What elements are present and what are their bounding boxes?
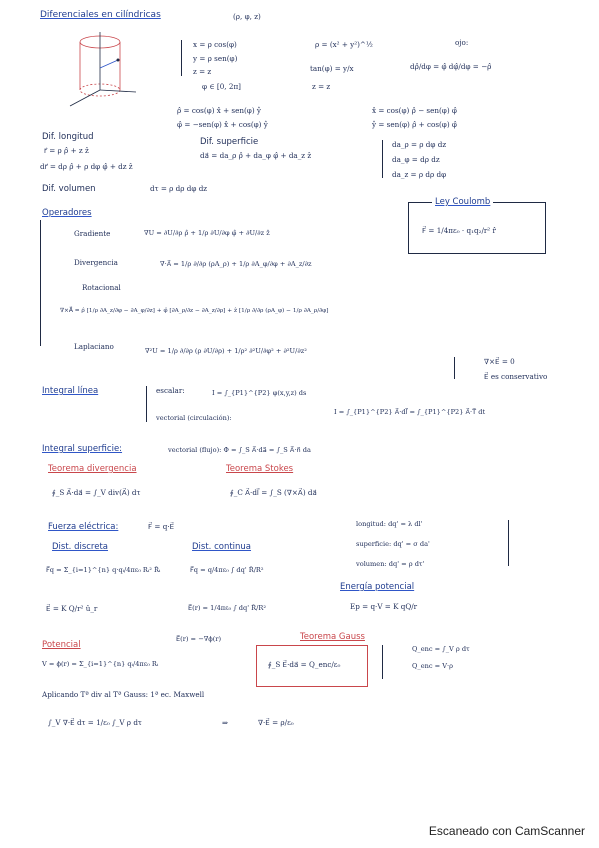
r-vector: r⃗ = ρ ρ̂ + z ẑ — [44, 146, 89, 155]
teorema-divergencia-label: Teorema divergencia — [48, 464, 137, 474]
gauss-formula: ∮_S E⃗·da⃗ = Q_enc/ε₀ — [268, 660, 341, 669]
potencial-formula: V = ϕ(r) = Σ_{i=1}^{n} qᵢ/4πε₀ Rᵢ — [42, 660, 159, 668]
unit-x: x̂ = cos(φ) ρ̂ − sen(φ) φ̂ — [372, 106, 457, 115]
integral-superficie-label: Integral superficie: — [42, 444, 123, 454]
maxwell-local: ∇·E⃗ = ρ/ε₀ — [258, 718, 294, 727]
dif-superficie-label: Dif. superficie — [200, 137, 259, 147]
operadores-bracket — [40, 220, 41, 346]
campo-continuo: E⃗(r) = 1/4πε₀ ∫ dq' R̂/R² — [188, 604, 266, 612]
longitud-q: longitud: dq' = λ dl' — [356, 520, 423, 528]
fq-continua: F⃗q = q/4πε₀ ∫ dq' R̂/R² — [190, 566, 264, 574]
rotacional-label: Rotacional — [82, 283, 121, 292]
fq-discreta: F⃗q = Σ_{i=1}^{n} q·qᵢ/4πε₀ Rᵢ² R̂ᵢ — [46, 566, 161, 574]
q-enc-1: Q_enc = ∫_V ρ dτ — [412, 645, 470, 653]
dr-vector: dr⃗ = dρ ρ̂ + ρ dφ φ̂ + dz ẑ — [40, 162, 133, 171]
tan-def: tan(φ) = y/x — [310, 64, 354, 73]
divergencia-label: Divergencia — [74, 258, 118, 267]
gradiente-label: Gradiente — [74, 229, 111, 238]
energia-formula: Ep = q·V = K qQ/r — [350, 602, 418, 611]
teorema-divergencia-formula: ∮_S A⃗·da⃗ = ∫_V div(A⃗) dτ — [52, 488, 141, 497]
maxwell-integral: ∫_V ∇·E⃗ dτ = 1/ε₀ ∫_V ρ dτ — [48, 718, 142, 727]
brace — [508, 520, 509, 566]
operadores-label: Operadores — [42, 208, 92, 218]
teorema-stokes-formula: ∮_C A⃗·dl⃗ = ∫_S (∇×A⃗) da⃗ — [230, 488, 317, 497]
rho-def: ρ = (x² + y²)^½ — [315, 40, 373, 49]
teorema-stokes-label: Teorema Stokes — [226, 464, 294, 474]
fuerza-label: Fuerza eléctrica: — [48, 522, 119, 532]
da-phi: da_φ = dρ dz — [392, 155, 440, 164]
vectorial-label: vectorial (circulación): — [156, 414, 232, 422]
brace — [181, 40, 182, 76]
unit-y: ŷ = sen(φ) ρ̂ + cos(φ) φ̂ — [372, 120, 457, 129]
integral-linea-label: Integral línea — [42, 386, 99, 396]
scanner-watermark: Escaneado con CamScanner — [428, 824, 585, 838]
brace — [146, 386, 147, 422]
phi-range: φ ∈ [0, 2π] — [202, 82, 241, 91]
coords-z: z = z — [193, 67, 212, 76]
potencial-rel: E⃗(r) = −∇ϕ(r) — [176, 635, 222, 643]
z-def: z = z — [312, 82, 331, 91]
ojo-label: ojo: — [455, 38, 469, 47]
dv-formula: dτ = ρ dρ dφ dz — [150, 184, 208, 193]
escalar-formula: I = ∫_{P1}^{P2} φ(x,y,z) ds — [212, 389, 307, 397]
fuerza-formula: F⃗ = q·E⃗ — [148, 522, 175, 531]
brace — [382, 645, 383, 679]
maxwell-arrow: ⇒ — [222, 718, 229, 727]
ley-coulomb-formula: F⃗ = 1/4πε₀ · q₁q₂/r² r̂ — [422, 226, 496, 235]
conservativo-1: ∇×E⃗ = 0 — [484, 357, 515, 366]
dif-longitud-label: Dif. longitud — [42, 132, 94, 142]
da-z: da_z = ρ dρ dφ — [392, 170, 447, 179]
laplaciano-formula: ∇²U = 1/ρ ∂/∂ρ (ρ ∂U/∂ρ) + 1/ρ² ∂²U/∂φ² + ∂²U/∂z² — [145, 347, 307, 355]
coords-y: y = ρ sen(φ) — [193, 54, 238, 63]
escalar-label: escalar: — [156, 386, 185, 395]
integral-superficie-formula: vectorial (flujo): Φ = ∫_S A⃗·da⃗ = ∫_S A⃗·n⃗ da — [168, 446, 311, 454]
dist-discreta-label: Dist. discreta — [52, 542, 109, 552]
gauss-label: Teorema Gauss — [300, 632, 365, 642]
maxwell-label: Aplicando Tª div al Tª Gauss: 1ª ec. Maxwell — [42, 690, 205, 699]
divergencia-formula: ∇·A⃗ = 1/ρ ∂/∂ρ (ρA_ρ) + 1/ρ ∂A_φ/∂φ + ∂A_z/∂z — [160, 260, 312, 268]
rotacional-formula: ∇×A⃗ = ρ̂ [1/ρ ∂A_z/∂φ − ∂A_φ/∂z] + φ̂ [∂A_ρ/∂z − ∂A_z/∂ρ] + ẑ [1/ρ ∂/∂ρ (ρA_φ) − 1/ρ ∂A_ρ/∂φ] — [60, 308, 329, 314]
title-coords: (ρ, φ, z) — [233, 12, 261, 21]
ley-coulomb-label: Ley Coulomb — [432, 197, 493, 207]
ojo-formula: dρ̂/dφ = φ̂ dφ̂/dφ = −ρ̂ — [410, 62, 492, 71]
brace — [454, 357, 455, 379]
cylinder-diagram — [62, 30, 142, 110]
vectorial-formula: I = ∫_{P1}^{P2} A⃗·dl⃗ = ∫_{P1}^{P2} A⃗·T⃗ dt — [334, 408, 486, 416]
da-rho: da_ρ = ρ dφ dz — [392, 140, 447, 149]
dist-continua-label: Dist. continua — [192, 542, 252, 552]
unit-rho: ρ̂ = cos(φ) x̂ + sen(φ) ŷ — [177, 106, 261, 115]
campo-puntual: E⃗ = K Q/r² û_r — [46, 604, 98, 613]
da-vector: da⃗ = da_ρ ρ̂ + da_φ φ̂ + da_z ẑ — [200, 151, 312, 160]
conservativo-2: E⃗ es conservativo — [484, 372, 548, 381]
unit-phi: φ̂ = −sen(φ) x̂ + cos(φ) ŷ — [177, 120, 268, 129]
gradiente-formula: ∇U = ∂U/∂ρ ρ̂ + 1/ρ ∂U/∂φ φ̂ + ∂U/∂z ẑ — [144, 229, 270, 237]
q-enc-2: Q_enc = V·ρ — [412, 662, 453, 670]
brace — [382, 140, 383, 178]
volumen-q: volumen: dq' = ρ dτ' — [356, 560, 425, 568]
coords-x: x = ρ cos(φ) — [193, 40, 237, 49]
superficie-q: superficie: dq' = σ da' — [356, 540, 430, 548]
laplaciano-label: Laplaciano — [74, 342, 114, 351]
page-title: Diferenciales en cilíndricas — [40, 10, 161, 20]
dif-volumen-label: Dif. volumen — [42, 184, 96, 194]
potencial-label: Potencial — [42, 640, 81, 650]
energia-label: Energía potencial — [340, 582, 415, 592]
